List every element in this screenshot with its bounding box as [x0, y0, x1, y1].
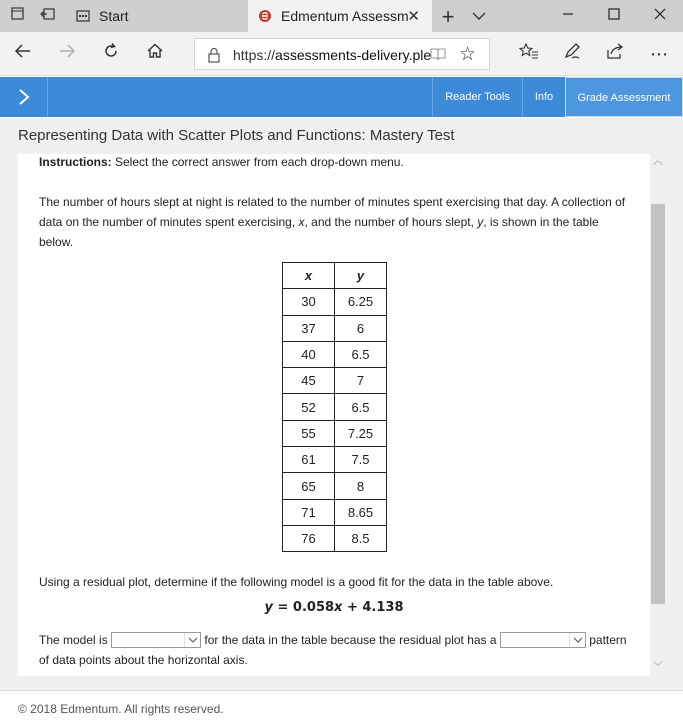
tab-label: Edmentum Assessm: [281, 8, 409, 24]
data-table: [282, 262, 387, 552]
table-cell: 37: [283, 315, 335, 341]
browser-tab-strip: [0, 0, 683, 32]
share-icon[interactable]: [603, 42, 627, 66]
edmentum-favicon-icon: [258, 9, 272, 23]
new-tab-icon[interactable]: +: [441, 4, 455, 29]
instructions-text: Select the correct answer from each drop-down menu.: [111, 155, 404, 169]
table-cell: 7.25: [335, 420, 387, 446]
maximize-icon[interactable]: [591, 0, 637, 32]
scroll-up-arrow-icon[interactable]: ︿: [653, 156, 663, 167]
table-cell: 61: [283, 447, 335, 473]
answer-sentence: [39, 630, 629, 670]
home-icon[interactable]: [143, 42, 167, 66]
equation-constant: + 4.138: [342, 600, 404, 615]
scrollbar-thumb[interactable]: [651, 204, 665, 604]
equation-equals: =: [272, 600, 293, 615]
tab-actions-icon[interactable]: [8, 6, 28, 26]
table-cell: 52: [283, 394, 335, 420]
table-row: [283, 447, 387, 473]
close-tab-icon[interactable]: ✕: [407, 8, 420, 25]
lock-icon: [207, 47, 221, 63]
table-cell: 65: [283, 473, 335, 499]
table-cell: 6.5: [335, 394, 387, 420]
table-row: [283, 315, 387, 341]
problem-text-part: , and the number of hours slept,: [304, 215, 478, 229]
tab-label: Start: [99, 8, 129, 24]
info-button[interactable]: Info: [522, 77, 565, 117]
content-scrollbar[interactable]: [650, 154, 666, 676]
table-cell: 55: [283, 420, 335, 446]
favorite-star-icon[interactable]: ☆: [459, 44, 477, 65]
model-fit-dropdown[interactable]: [111, 632, 201, 648]
refresh-icon[interactable]: [99, 42, 123, 66]
copyright-footer: © 2018 Edmentum. All rights reserved.: [0, 690, 683, 728]
instructions-label: Instructions:: [39, 155, 112, 169]
table-cell: 8.65: [335, 499, 387, 525]
url-host: assessments-delivery.ple: [275, 47, 432, 63]
scroll-down-arrow-icon[interactable]: ﹀: [653, 662, 663, 673]
table-cell: 8: [335, 473, 387, 499]
tab-edmentum[interactable]: [248, 0, 432, 32]
table-cell: 6: [335, 315, 387, 341]
url-text: [233, 47, 432, 63]
url-scheme: https://: [233, 47, 276, 63]
expand-panel-chevron-icon[interactable]: [0, 77, 48, 117]
table-row: [283, 341, 387, 367]
grade-assessment-button[interactable]: Grade Assessment: [565, 77, 683, 117]
table-cell: 8.5: [335, 525, 387, 551]
column-header-y: y: [335, 263, 387, 289]
problem-text: [39, 192, 629, 252]
table-cell: 7: [335, 368, 387, 394]
table-cell: 45: [283, 368, 335, 394]
browser-navigation-bar: [0, 32, 683, 76]
table-row: [283, 394, 387, 420]
forward-arrow-icon[interactable]: [55, 42, 79, 66]
problem-text-part: The number of hours slept at night is related to the number of minutes spent exercising that day. A collection of data on the number of minutes spent exercising,: [39, 195, 626, 229]
instructions: [39, 152, 629, 172]
table-cell: 30: [283, 289, 335, 315]
start-page-icon: [76, 9, 90, 23]
table-cell: 76: [283, 525, 335, 551]
equation-x: x: [334, 600, 343, 615]
back-arrow-icon[interactable]: [11, 42, 35, 66]
table-cell: 6.25: [335, 289, 387, 315]
table-cell: 40: [283, 341, 335, 367]
chevron-down-icon: [184, 633, 200, 647]
table-row: [283, 368, 387, 394]
table-row: [283, 420, 387, 446]
address-bar[interactable]: [194, 38, 490, 70]
x-variable: x: [298, 215, 305, 229]
table-row: [283, 499, 387, 525]
answer-text: for the data in the table because the residual plot has a: [201, 633, 500, 647]
answer-text: The model is: [39, 633, 112, 647]
residual-pattern-dropdown[interactable]: [500, 632, 586, 648]
close-window-icon[interactable]: [637, 0, 683, 32]
equation-coefficient: 0.058: [292, 600, 335, 615]
answer-text: pattern of data points about the horizontal axis.: [39, 633, 627, 667]
chevron-down-icon[interactable]: [470, 7, 488, 25]
page-title: Representing Data with Scatter Plots and Functions: Mastery Test: [0, 118, 683, 154]
favorites-hub-icon[interactable]: [517, 42, 541, 66]
y-variable: y: [477, 215, 484, 229]
table-row: [283, 289, 387, 315]
equation-y: y: [264, 600, 273, 615]
table-cell: 71: [283, 499, 335, 525]
question-panel: [18, 154, 650, 676]
reading-view-icon[interactable]: [430, 46, 446, 66]
app-header: [0, 77, 683, 117]
reader-tools-button[interactable]: Reader Tools: [432, 77, 522, 117]
table-row: [283, 473, 387, 499]
more-options-icon[interactable]: ⋯: [650, 44, 668, 64]
table-header-row: [283, 263, 387, 289]
table-cell: 7.5: [335, 447, 387, 473]
chevron-down-icon: [569, 633, 585, 647]
tab-start[interactable]: [66, 0, 248, 32]
table-cell: 6.5: [335, 341, 387, 367]
question-text: Using a residual plot, determine if the following model is a good fit for the data in the table above.: [39, 575, 554, 589]
minimize-icon[interactable]: [545, 0, 591, 32]
problem-text-part: , is shown in the table below.: [39, 215, 599, 249]
table-row: [283, 525, 387, 551]
set-tabs-aside-icon[interactable]: [38, 6, 58, 26]
model-equation: [18, 600, 650, 615]
web-note-pen-icon[interactable]: [560, 42, 584, 66]
column-header-x: x: [283, 263, 335, 289]
